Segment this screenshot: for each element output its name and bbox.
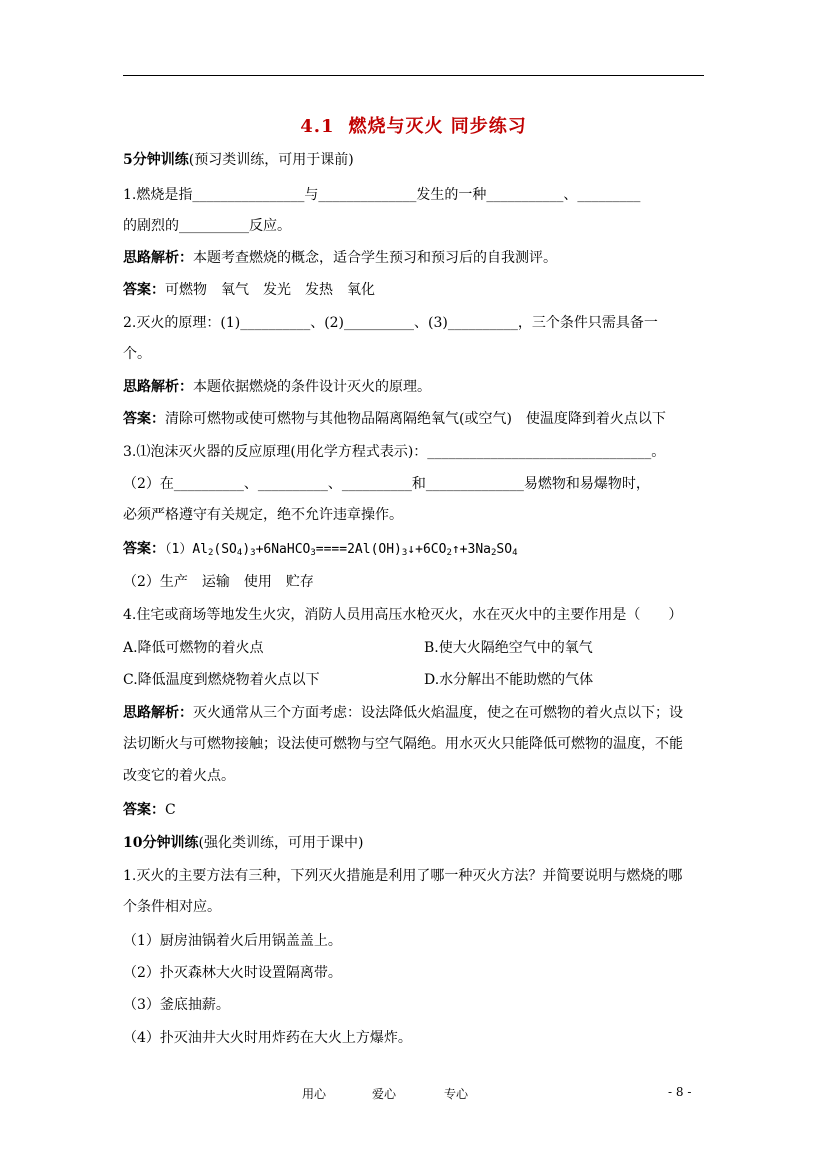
q4-analysis-line2: 法切断火与可燃物接触；设法使可燃物与空气隔绝。用水灭火只能降低可燃物的温度，不能 — [123, 736, 683, 752]
q4-option-d: D.水分解出不能助燃的气体 — [424, 672, 594, 688]
p1-line2: 个条件相对应。 — [123, 899, 221, 915]
answer-label: 答案： — [123, 541, 165, 557]
answer-text: 清除可燃物或使可燃物与其他物品隔离隔绝氧气(或空气) 使温度降到着火点以下 — [165, 411, 666, 427]
section-heading-5min — [123, 150, 723, 170]
q3-line2: （2）在__________、__________、__________和______________易燃物和易爆物时， — [123, 476, 650, 492]
answer-label: 答案： — [123, 411, 165, 427]
section-note: (强化类训练，可用于课中) — [198, 835, 364, 851]
p1-item2: （2）扑灭森林大火时设置隔离带。 — [123, 965, 342, 981]
answer-text: C — [165, 802, 176, 818]
answer-text: 可燃物 氧气 发光 发热 氧化 — [165, 282, 375, 298]
q1-analysis — [123, 248, 723, 268]
answer-label: 答案： — [123, 282, 165, 298]
q4-stem: 4.住宅或商场等地发生火灾，消防人员用高压水枪灭火，水在灭火中的主要作用是（ ） — [123, 607, 683, 623]
page-title-text: 燃烧与灭火 同步练习 — [348, 116, 527, 137]
q2-line1: 2.灭火的原理：(1)__________、(2)__________、(3)__________，三个条件只需具备一 — [123, 315, 658, 331]
q3-answer2: （2）生产 运输 使用 贮存 — [123, 574, 314, 590]
answer-label: 答案： — [123, 802, 165, 818]
p1-item1: （1）厨房油锅着火后用锅盖盖上。 — [123, 933, 342, 949]
section-note: (预习类训练，可用于课前) — [188, 152, 354, 168]
section-heading-text: 10分钟训练 — [123, 835, 199, 851]
q3-line1: 3.⑴泡沫灭火器的反应原理(用化学方程式表示)：________________________________。 — [123, 444, 666, 460]
q4-answer — [123, 800, 723, 820]
q3-line3: 必须严格遵守有关规定，绝不允许违章操作。 — [123, 507, 403, 523]
p1-item4: （4）扑灭油井大火时用炸药在大火上方爆炸。 — [123, 1030, 412, 1046]
q1-answer — [123, 280, 723, 300]
analysis-label: 思路解析： — [123, 250, 193, 266]
analysis-text: 灭火通常从三个方面考虑：设法降低火焰温度，使之在可燃物的着火点以下；设 — [193, 705, 683, 721]
page-title-number: 4.1 — [300, 116, 335, 137]
footer-motto-1: 用心 — [302, 1087, 327, 1101]
footer-motto-3: 专心 — [444, 1087, 469, 1101]
q4-option-c: C.降低温度到燃烧物着火点以下 — [123, 672, 320, 688]
header-rule — [123, 75, 704, 76]
q1-line2: 的剧烈的__________反应。 — [123, 218, 291, 234]
footer-motto-2: 爱心 — [372, 1087, 397, 1101]
q1-line1: 1.燃烧是指________________与______________发生的一种___________、_________ — [123, 187, 641, 203]
q3-answer1 — [123, 539, 723, 560]
p1-line1: 1.灭火的主要方法有三种，下列灭火措施是利用了哪一种灭火方法？并简要说明与燃烧的哪 — [123, 868, 683, 884]
q4-analysis-line3: 改变它的着火点。 — [123, 768, 235, 784]
page-number: - 8 - — [668, 1085, 692, 1099]
q2-answer — [123, 409, 723, 429]
chemical-equation: $(1)Al_2(SO_4)_3+6NaHCO_3====2Al(OH)_3↓+6CO_2↑+3Na_2SO_4$ — [165, 542, 518, 558]
q4-analysis-line1 — [123, 703, 723, 723]
p1-item3: （3）釜底抽薪。 — [123, 997, 230, 1013]
analysis-text: 本题依据燃烧的条件设计灭火的原理。 — [193, 379, 431, 395]
section-heading-text: 5分钟训练 — [123, 152, 189, 168]
q4-option-a: A.降低可燃物的着火点 — [123, 640, 264, 656]
analysis-label: 思路解析： — [123, 705, 193, 721]
q2-line2: 个。 — [123, 346, 151, 362]
analysis-label: 思路解析： — [123, 379, 193, 395]
page-title — [0, 112, 827, 138]
q4-option-b: B.使大火隔绝空气中的氧气 — [424, 640, 593, 656]
section-heading-10min — [123, 833, 723, 853]
analysis-text: 本题考查燃烧的概念，适合学生预习和预习后的自我测评。 — [193, 250, 557, 266]
q2-analysis — [123, 377, 723, 397]
